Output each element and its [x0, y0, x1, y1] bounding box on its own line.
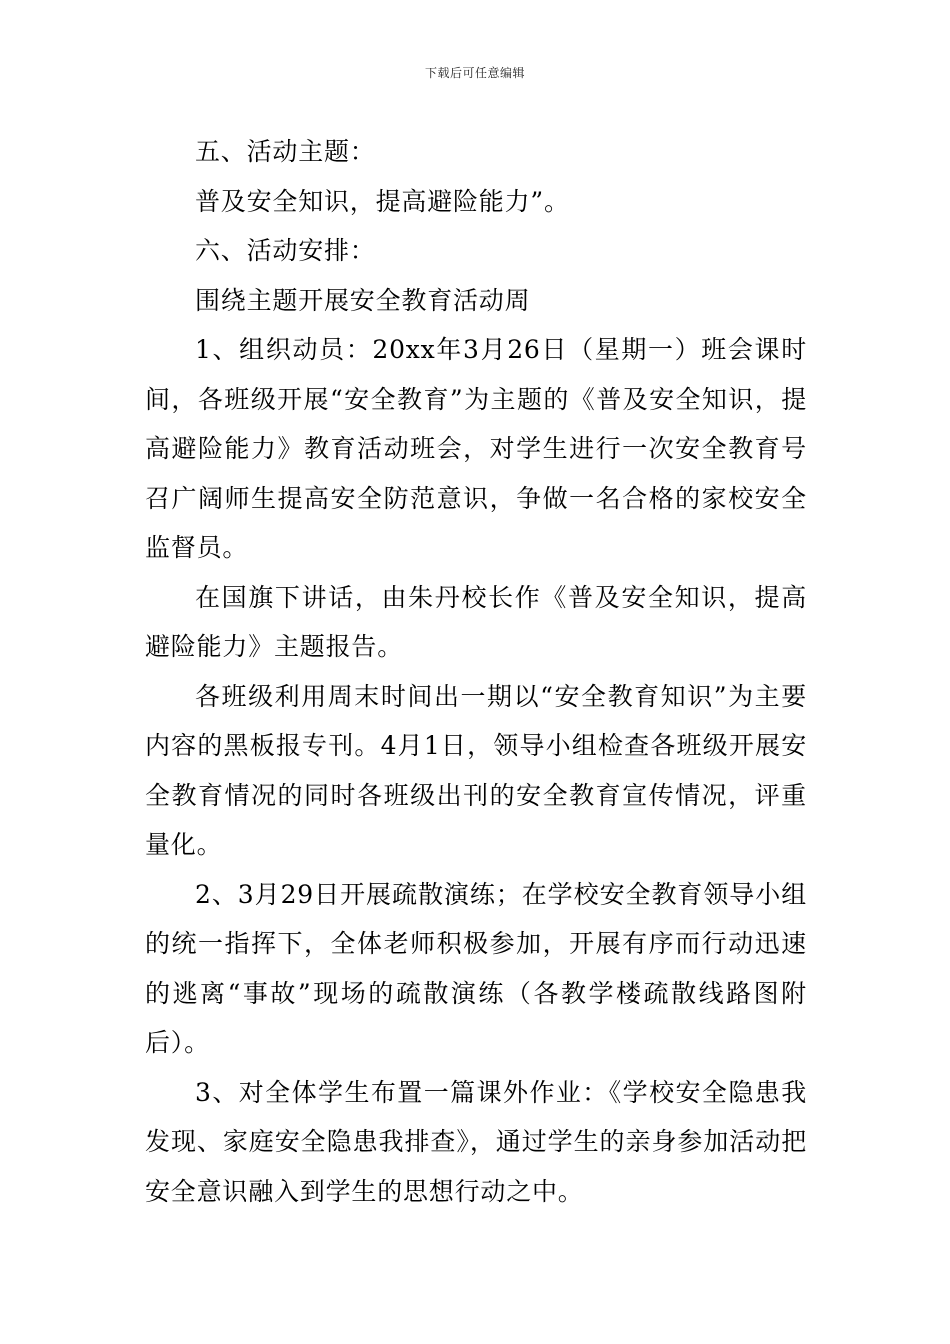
theme-text: 普及安全知识，提高避险能力”。: [195, 186, 570, 216]
blackboard-paragraph: 各班级利用周末时间出一期以“安全教育知识”为主要内容的黑板报专刊。4月1日，领导小组检查各班级开展安全教育情况的同时各班级出刊的安全教育宣传情况，评重量化。: [145, 681, 807, 859]
page-header-note: 下载后可任意编辑: [424, 66, 525, 80]
section-heading-arrangement: 六、活动安排：: [195, 236, 376, 265]
document-body: [145, 127, 807, 1216]
item-1-mobilization: 1、组织动员：20xx年3月26日（星期一）班会课时间，各班级开展“安全教育”为主题的《普及安全知识，提高避险能力》教育活动班会，对学生进行一次安全教育号召广阔师生提高安全防范意识，争做一名合格的家校安全监督员。: [145, 335, 807, 562]
item-3-homework: 3、对全体学生布置一篇课外作业：《学校安全隐患我发现、家庭安全隐患我排查》，通过学生的亲身参加活动把安全意识融入到学生的思想行动之中。: [145, 1077, 807, 1206]
section-heading-theme: 五、活动主题：: [195, 137, 376, 166]
item-2-evacuation-drill: 2、3月29日开展疏散演练；在学校安全教育领导小组的统一指挥下，全体老师积极参加，开展有序而行动迅速的逃离“事故”现场的疏散演练（各教学楼疏散线路图附后）。: [145, 879, 807, 1057]
arrangement-intro: 围绕主题开展安全教育活动周: [195, 285, 531, 315]
flag-speech-paragraph: 在国旗下讲话，由朱丹校长作《普及安全知识，提高避险能力》主题报告。: [145, 582, 807, 661]
